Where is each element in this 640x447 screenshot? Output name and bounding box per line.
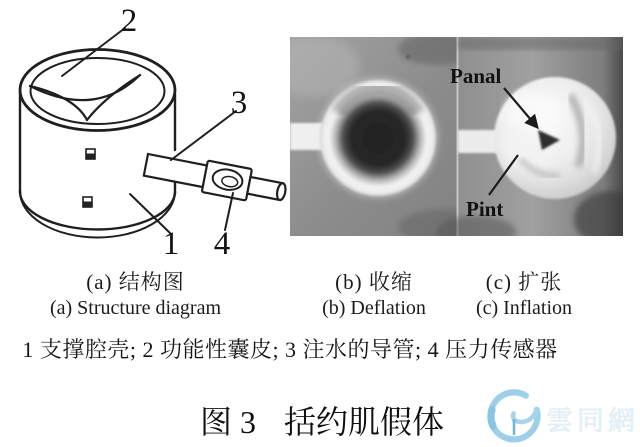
figure-caption-label: 图 3 bbox=[199, 404, 256, 440]
cylinder-body bbox=[20, 50, 175, 238]
structure-diagram bbox=[5, 0, 295, 262]
parts-legend: 1 支撑腔壳; 2 功能性囊皮; 3 注水的导管; 4 压力传感器 bbox=[22, 337, 558, 362]
deflated-ring bbox=[320, 80, 436, 196]
inflation-photo bbox=[436, 37, 623, 236]
part-label-catheter: 3 bbox=[230, 85, 248, 121]
subcaption-c bbox=[458, 269, 590, 320]
catheter-tube bbox=[143, 149, 288, 208]
inflation-tube bbox=[458, 130, 500, 153]
subcaption-a-en: (a) Structure diagram bbox=[49, 297, 222, 319]
panal-label: Panal bbox=[450, 64, 502, 88]
subcaption-c-en: (c) Inflation bbox=[475, 297, 573, 319]
subcaption-a-zh: (a) 结构图 bbox=[86, 270, 185, 294]
watermark-text: 雲同網 bbox=[546, 406, 639, 436]
subcaption-c-zh: (c) 扩张 bbox=[485, 270, 563, 294]
subcaption-b-zh: (b) 收缩 bbox=[335, 270, 413, 294]
subcaption-b bbox=[305, 269, 443, 320]
leader-line-4 bbox=[225, 193, 233, 230]
figure-caption-title: 括约肌假体 bbox=[284, 404, 445, 440]
subcaption-b-en: (b) Deflation bbox=[322, 297, 426, 319]
watermark-logo-icon bbox=[482, 386, 546, 444]
part-label-shell: 1 bbox=[162, 226, 180, 262]
shell-holes bbox=[83, 149, 95, 207]
subcaption-a bbox=[28, 269, 243, 320]
photos-strip bbox=[290, 37, 623, 236]
part-label-sensor: 4 bbox=[213, 226, 231, 262]
leader-line-3 bbox=[171, 111, 236, 160]
part-label-membrane: 2 bbox=[120, 3, 138, 39]
pressure-sensor bbox=[202, 161, 252, 201]
pint-label: Pint bbox=[466, 197, 504, 221]
